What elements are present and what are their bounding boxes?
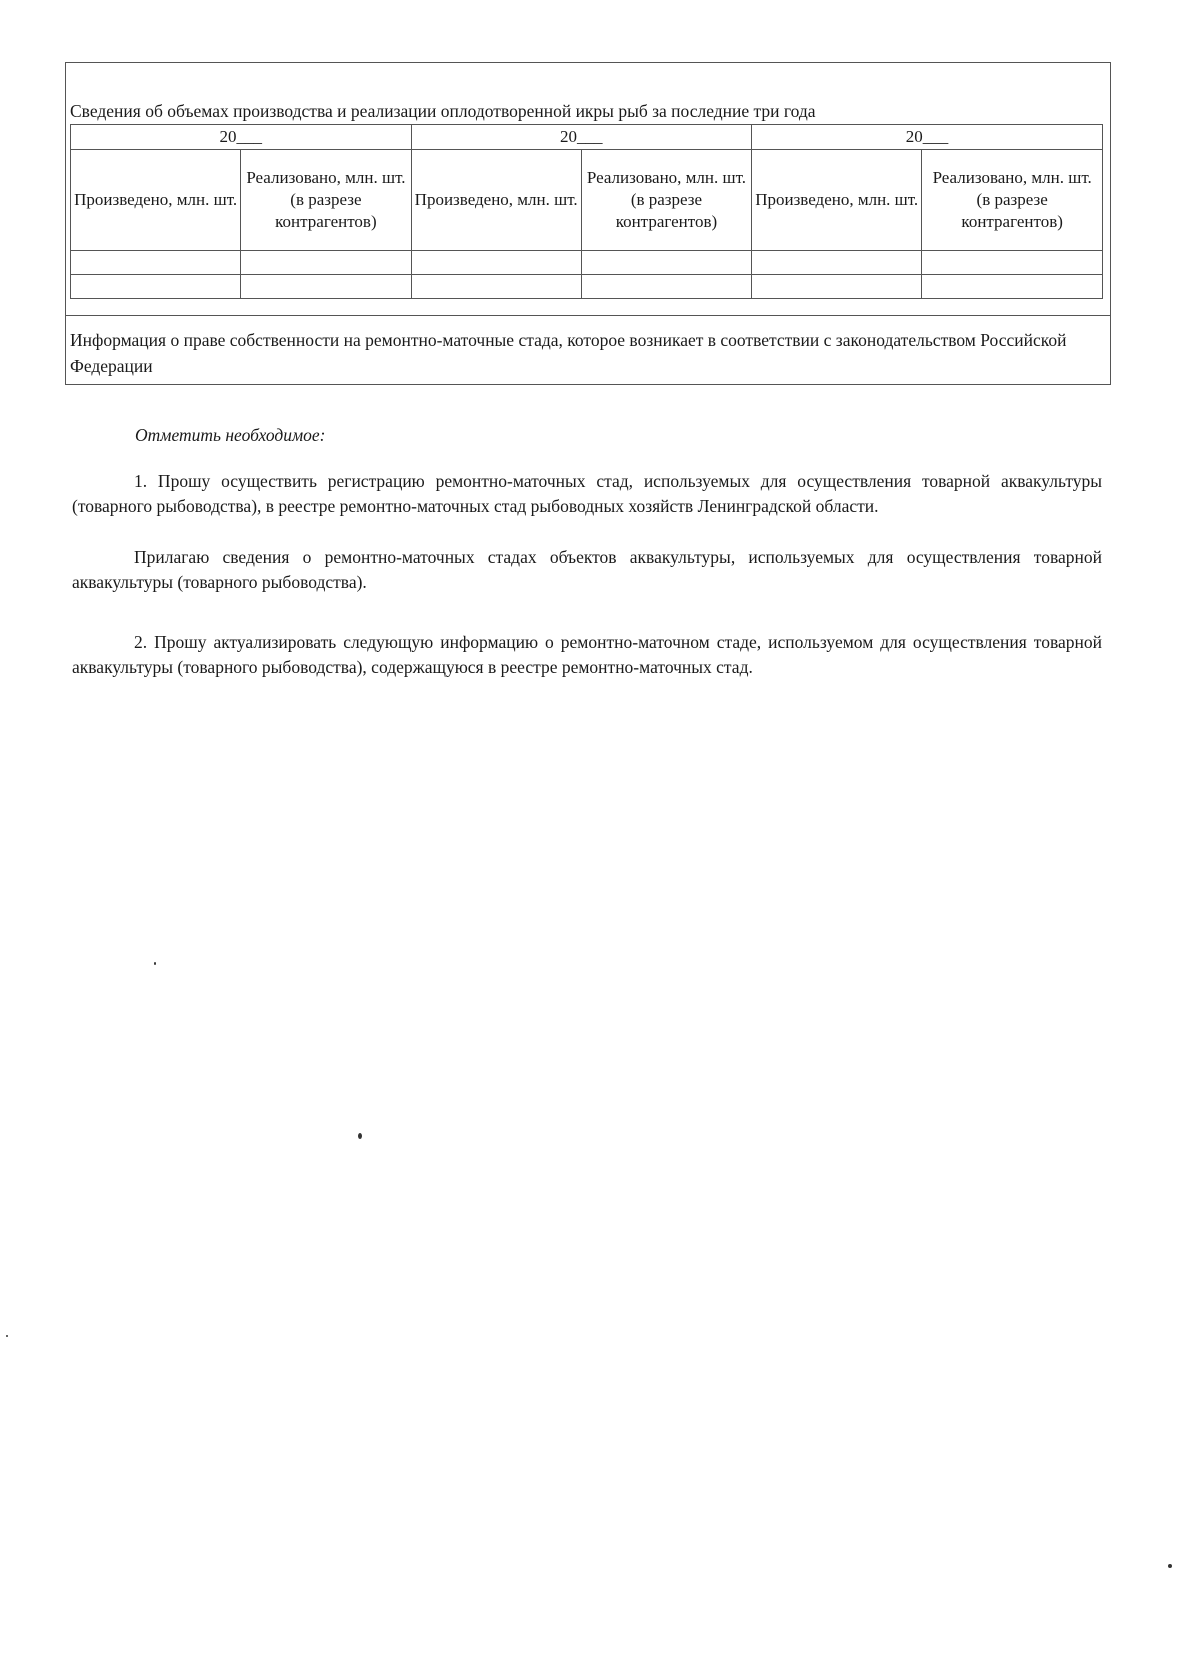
table-row — [71, 275, 1103, 299]
sold-header: Реализовано, млн. шт. (в разрезе контрагентов) — [581, 150, 751, 251]
table-cell[interactable] — [922, 251, 1103, 275]
table-cell[interactable] — [581, 251, 751, 275]
table-cell[interactable] — [752, 251, 922, 275]
table-cell[interactable] — [411, 251, 581, 275]
table-row — [71, 251, 1103, 275]
column-header-row — [71, 150, 1103, 251]
table-cell[interactable] — [241, 251, 411, 275]
sold-header: Реализовано, млн. шт. (в разрезе контрагентов) — [241, 150, 411, 251]
year-row — [71, 125, 1103, 150]
paragraph-text: 2. Прошу актуализировать следующую информацию о ремонтно-маточном стаде, используемом для осуществления товарной аквакультуры (товарного рыбоводства), содержащуюся в реестре ремонтно-маточных стад. — [72, 632, 1102, 677]
scan-speck — [154, 962, 156, 965]
produced-header: Произведено, млн. шт. — [411, 150, 581, 251]
produced-header: Произведено, млн. шт. — [752, 150, 922, 251]
table-cell[interactable] — [241, 275, 411, 299]
table-cell[interactable] — [922, 275, 1103, 299]
year-cell: 20___ — [411, 125, 752, 150]
paragraph-text: Прилагаю сведения о ремонтно-маточных стадах объектов аквакультуры, используемых для осуществления товарной аквакультуры (товарного рыбоводства). — [72, 547, 1102, 592]
table-cell[interactable] — [71, 275, 241, 299]
paragraph-attachment — [72, 545, 1102, 595]
section-divider — [65, 315, 1111, 316]
sold-header: Реализовано, млн. шт. (в разрезе контрагентов) — [922, 150, 1103, 251]
scan-speck — [1168, 1564, 1172, 1568]
mark-instruction: Отметить необходимое: — [135, 425, 326, 445]
table-cell[interactable] — [752, 275, 922, 299]
ownership-info-text: Информация о праве собственности на ремонтно-маточные стада, которое возникает в соответствии с законодательством Российской Федерации — [70, 330, 1067, 376]
production-section-title: Сведения об объемах производства и реализации оплодотворенной икры рыб за последние три года — [70, 101, 816, 121]
paragraph-registration — [72, 469, 1102, 519]
produced-header: Произведено, млн. шт. — [71, 150, 241, 251]
paragraph-text: 1. Прошу осуществить регистрацию ремонтно-маточных стад, используемых для осуществления товарной аквакультуры (товарного рыбоводства), в реестре ремонтно-маточных стад рыбоводных хозяйств Ленинградской области. — [72, 471, 1102, 516]
table-cell[interactable] — [411, 275, 581, 299]
scan-speck — [358, 1133, 362, 1139]
scan-speck — [6, 1335, 8, 1337]
paragraph-update — [72, 630, 1102, 680]
production-table — [70, 124, 1103, 299]
year-cell: 20___ — [71, 125, 412, 150]
year-cell: 20___ — [752, 125, 1103, 150]
table-cell[interactable] — [581, 275, 751, 299]
table-cell[interactable] — [71, 251, 241, 275]
